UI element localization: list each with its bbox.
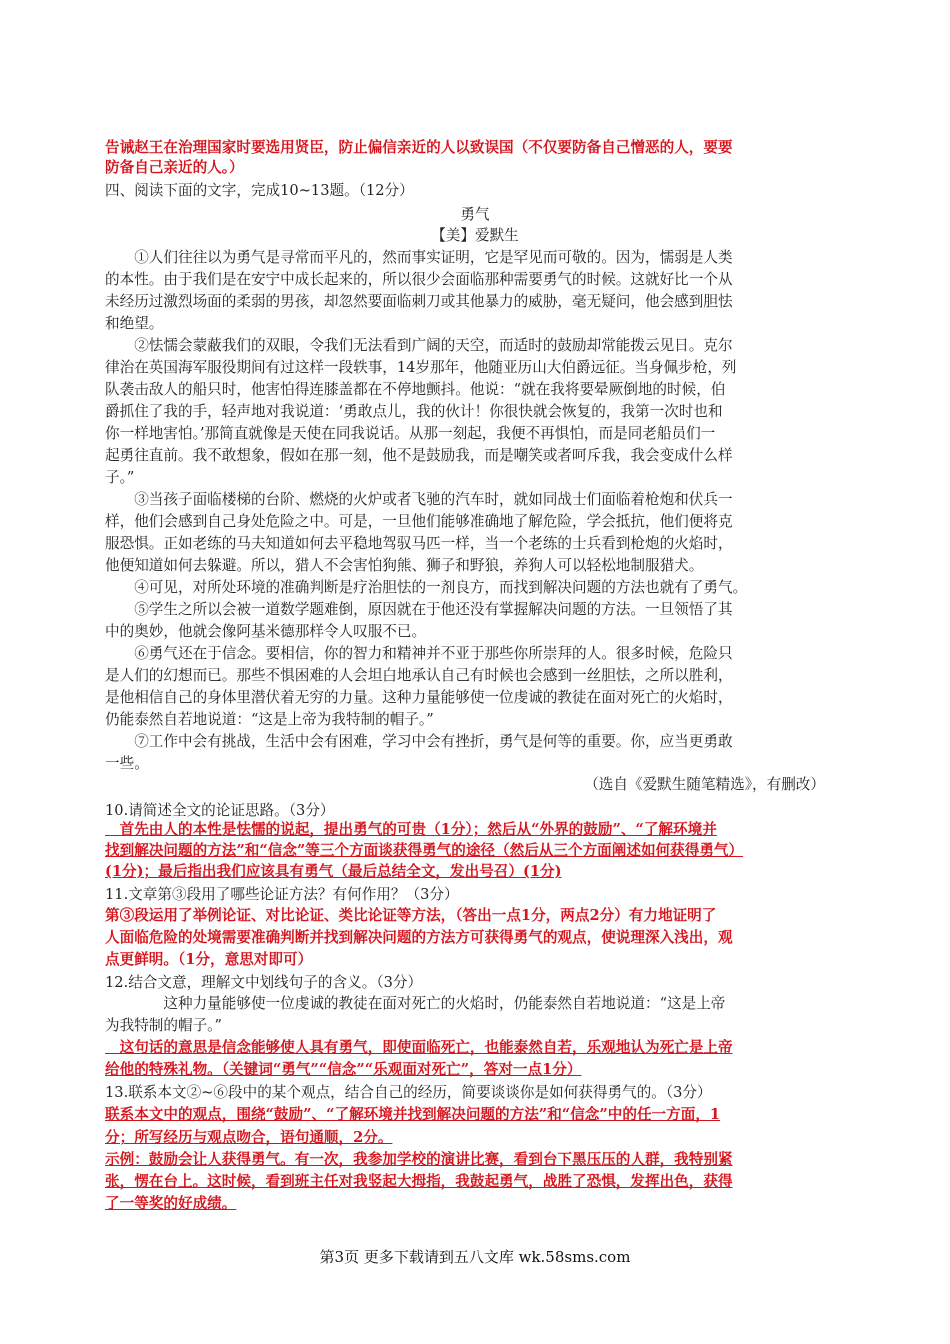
answer-line: 示例：鼓励会让人获得勇气。有一次，我参加学校的演讲比赛，看到台下黑压压的人群，我特别紧: [105, 1151, 733, 1168]
text-line: 他便知道如何去躲避。所以，猎人不会害怕狗熊、狮子和野狼，养狗人可以轻松地制服猎犬。: [105, 557, 704, 574]
text-line: ⑥勇气还在于信念。要相信，你的智力和精神并不亚于那些你所崇拜的人。很多时候，危险只: [105, 645, 733, 662]
answer-line: 这句话的意思是信念能够使人具有勇气，即使面临死亡，也能泰然自若，乐观地认为死亡是上帝: [105, 1039, 733, 1056]
text-line: 四、阅读下面的文字，完成10~13题。（12分）: [105, 182, 414, 199]
text-line: 是他相信自己的身体里潜伏着无穷的力量。这种力量能够使一位虔诚的教徒在面对死亡的火焰时，: [105, 689, 733, 706]
answer-line: (1分)；最后指出我们应该具有勇气（最后总结全文，发出号召）(1分): [105, 863, 562, 880]
text-line: ④可见，对所处环境的准确判断是疗治胆怯的一剂良方，而找到解决问题的方法也就有了勇气。: [105, 579, 748, 596]
text-line: 爵抓住了我的手，轻声地对我说道：‘勇敢点儿，我的伙计！你很快就会恢复的，我第一次时也和: [105, 403, 723, 420]
text-line: 11.文章第③段用了哪些论证方法？有何作用？（3分）: [105, 886, 459, 903]
text-line: 13.联系本文②~⑥段中的某个观点，结合自己的经历，简要谈谈你是如何获得勇气的。（3分）: [105, 1084, 712, 1101]
answer-line: 人面临危险的处境需要准确判断并找到解决问题的方法方可获得勇气的观点，使说理深入浅出，观: [105, 929, 733, 946]
answer-line: 首先由人的本性是怯懦的说起，提出勇气的可贵（1分）；然后从“外界的鼓励”、“了解环境并: [105, 821, 717, 838]
text-line: 起勇往直前。我不敢想象，假如在那一刻，他不是鼓励我，而是嘲笑或者呵斥我，我会变成什么样: [105, 447, 733, 464]
text-line: 一些。: [105, 755, 149, 772]
answer-line: 第③段运用了举例论证、对比论证、类比论证等方法，（答出一点1分，两点2分）有力地证明了: [105, 907, 717, 924]
text-line: 你一样地害怕。’那简直就像是天使在同我说话。从那一刻起，我便不再惧怕，而是同老船员们一: [105, 425, 716, 442]
text-line: 是人们的幻想而已。那些不惧困难的人会坦白地承认自己有时候也会感到一丝胆怯，之所以胜利，: [105, 667, 733, 684]
answer-line: 点更鲜明。（1分，意思对即可）: [105, 951, 313, 968]
text-line: 的本性。由于我们是在安宁中成长起来的，所以很少会面临那种需要勇气的时候。这就好比一个从: [105, 271, 733, 288]
page-footer: 第3页 更多下载请到五八文库 wk.58sms.com: [319, 1248, 631, 1266]
text-line: ①人们往往以为勇气是寻常而平凡的，然而事实证明，它是罕见而可敬的。因为，懦弱是人类: [105, 249, 733, 266]
text-line: 律治在英国海军服役期间有过这样一段轶事，14岁那年，他随亚历山大伯爵远征。当身佩步枪，列: [105, 359, 737, 376]
heading-line: 勇气: [460, 206, 490, 223]
answer-line: 联系本文中的观点，围绕“鼓励”、“了解环境并找到解决问题的方法”和“信念”中的任一方面，1: [105, 1106, 721, 1123]
text-line: ⑦工作中会有挑战，生活中会有困难，学习中会有挫折，勇气是何等的重要。你，应当更勇敢: [105, 733, 733, 750]
answer-line: 给他的特殊礼物。（关键词“勇气”“信念”“乐观面对死亡”，答对一点1分）: [105, 1061, 582, 1078]
text-line: ②怯懦会蒙蔽我们的双眼，令我们无法看到广阔的天空，而适时的鼓励却常能拨云见日。克尔: [105, 337, 733, 354]
text-line: 12.结合文意，理解文中划线句子的含义。（3分）: [105, 974, 423, 991]
answer-line: 张，愣在台上。这时候，看到班主任对我竖起大拇指，我鼓起勇气，战胜了恐惧，发挥出色，获得: [105, 1173, 733, 1190]
text-line: 中的奥妙，他就会像阿基米德那样令人叹服不已。: [105, 623, 427, 640]
text-line: 和绝望。: [105, 315, 164, 332]
text-line: 样，他们会感到自己身处危险之中。可是，一旦他们能够准确地了解危险，学会抵抗，他们便将克: [105, 513, 733, 530]
text-line: 未经历过激烈场面的柔弱的男孩，却忽然要面临刺刀或其他暴力的威胁，毫无疑问，他会感到胆怯: [105, 293, 733, 310]
text-line: 仍能泰然自若地说道：“这是上帝为我特制的帽子。”: [105, 711, 434, 728]
text-line: 为我特制的帽子。”: [105, 1017, 222, 1034]
text-line: 10.请简述全文的论证思路。（3分）: [105, 802, 335, 819]
answer-line: 告诫赵王在治理国家时要选用贤臣，防止偏信亲近的人以致误国（不仅要防备自己憎恶的人，要要: [105, 139, 733, 156]
text-line: 这种力量能够使一位虔诚的教徒在面对死亡的火焰时，仍能泰然自若地说道：“这是上帝: [105, 995, 726, 1012]
text-line: 服恐惧。正如老练的马夫知道如何去平稳地驾驭马匹一样，当一个老练的士兵看到枪炮的火焰时，: [105, 535, 733, 552]
answer-line: 防备自己亲近的人。）: [105, 159, 244, 176]
heading-line: 【美】爱默生: [431, 227, 519, 244]
answer-line: 分；所写经历与观点吻合，语句通顺，2分。: [105, 1129, 393, 1146]
answer-line: 了一等奖的好成绩。: [105, 1195, 237, 1212]
text-line: ③当孩子面临楼梯的台阶、燃烧的火炉或者飞驰的汽车时，就如同战士们面临着枪炮和伏兵一: [105, 491, 733, 508]
answer-line: 找到解决问题的方法”和“信念”等三个方面谈获得勇气的途径（然后从三个方面阐述如何获得勇气）: [105, 842, 744, 859]
text-line: ⑤学生之所以会被一道数学题难倒，原因就在于他还没有掌握解决问题的方法。一旦领悟了其: [105, 601, 733, 618]
text-line: 子。”: [105, 469, 135, 486]
text-line: （选自《爱默生随笔精选》，有删改）: [584, 776, 825, 793]
text-line: 队袭击敌人的船只时，他害怕得连膝盖都在不停地颤抖。他说：“就在我将要晕厥倒地的时候，伯: [105, 381, 726, 398]
